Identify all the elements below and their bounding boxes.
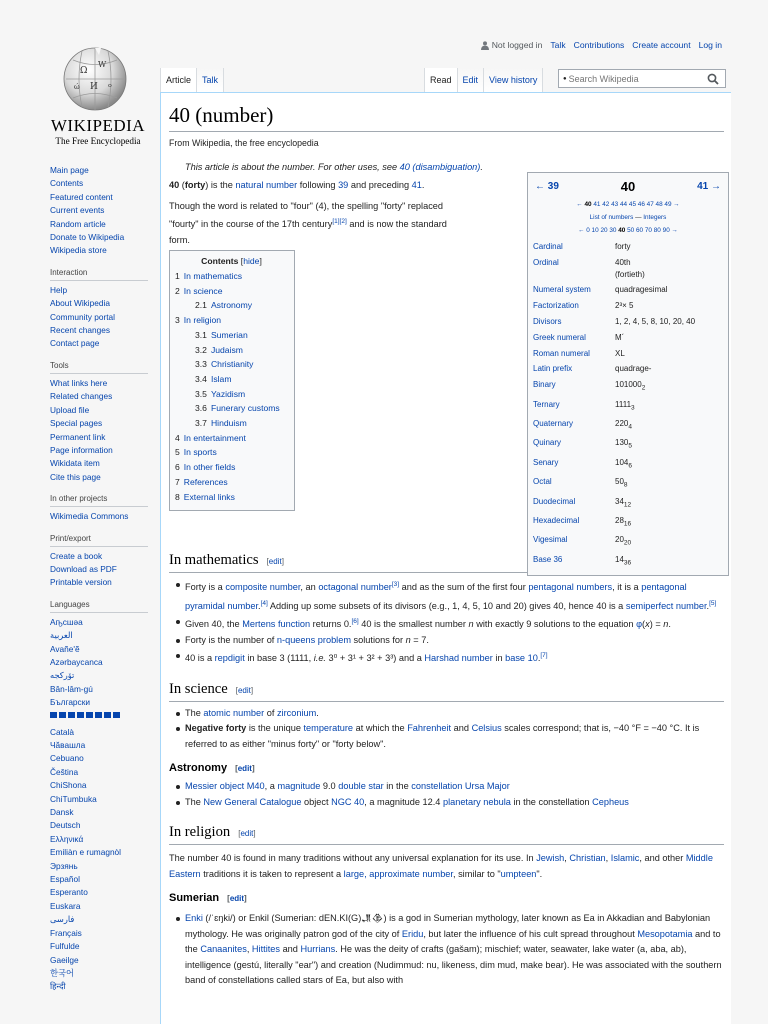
toc-item[interactable] (175, 298, 288, 313)
current-number: 40 (620, 179, 636, 194)
infobox-label-link[interactable]: Divisors (533, 316, 562, 326)
sidebar-item-cite-this-page[interactable]: Cite this page (50, 471, 101, 482)
svg-text:И: И (90, 82, 98, 92)
number-sequence-1: ← 40 41 42 43 44 45 46 47 48 49 → (576, 201, 680, 208)
sidebar-item-gaeilge[interactable]: Gaeilge (50, 954, 79, 965)
toc-item[interactable] (175, 284, 288, 299)
site-subtitle: From Wikipedia, the free encyclopedia (169, 138, 319, 148)
sidebar-item-fran-ais[interactable]: Français (50, 927, 82, 938)
sidebar-item-wikipedia-store[interactable]: Wikipedia store (50, 245, 107, 256)
toc-item[interactable] (175, 357, 288, 372)
infobox-label-link[interactable]: Factorization (533, 301, 579, 311)
wikipedia-logo[interactable] (46, 38, 150, 148)
link-natural-number[interactable]: natural number (235, 180, 298, 190)
toc-title: Contents [hide] (201, 256, 262, 266)
sidebar-item-languages_a-4[interactable]: تۆرکجه (50, 670, 75, 681)
list-item: The New General Catalogue object NGC 40, a magnitude 12.4 planetary nebula in the constellation Cepheus (169, 795, 724, 811)
list-item: Messier object M40, a magnitude 9.0 double star in the constellation Ursa Major (169, 779, 724, 795)
infobox-row (533, 314, 723, 330)
table-of-contents (169, 250, 295, 511)
list-item: Forty is a composite number, an octagonal number[3] and as the sum of the first four pentagonal numbers, it is a pentagonal pyramidal number.[4] Adding up some subsets of its divisors (e.g., 1, 4, 5, 10 and 20) gives 40, hence 40 is a semiperfect number.[5] (169, 577, 724, 614)
sidebar-item-featured-content[interactable]: Featured content (50, 191, 113, 202)
namespace-tabs (160, 68, 224, 92)
toc-number: 3.7 (195, 418, 207, 429)
sidebar-item-languages_b-1[interactable]: Чӑвашла (50, 740, 86, 750)
toc-link[interactable]: Hinduism (210, 418, 247, 429)
infobox-value: (fortieth) (615, 269, 645, 279)
toc-link[interactable]: In other fields (183, 462, 236, 473)
sidebar-item-wikimedia-commons[interactable]: Wikimedia Commons (50, 511, 129, 522)
sidebar-item-about-wikipedia[interactable]: About Wikipedia (50, 298, 110, 309)
edit-section-link[interactable]: edit (237, 764, 252, 774)
sidebar-item-cebuano[interactable]: Cebuano (50, 753, 84, 764)
link-41[interactable]: 41 (411, 180, 422, 190)
infobox-value: forty (615, 242, 631, 251)
personal-talk-link[interactable]: Talk (550, 40, 566, 50)
prev-number-link[interactable]: ← 39 (535, 181, 559, 192)
sidebar-item-languages_b-18[interactable]: 한국어 (50, 967, 75, 978)
tab-edit[interactable]: Edit (458, 68, 485, 92)
infobox-value: 104 (615, 457, 629, 467)
list-item: The atomic number of zirconium. (169, 706, 724, 722)
number-sequence-2: ← 0 10 20 30 40 50 60 70 80 90 → (578, 227, 678, 234)
sidebar-item-donate-to-wikipedia[interactable]: Donate to Wikipedia (50, 232, 125, 243)
sidebar-item-languages_a-1[interactable]: العربية (50, 630, 73, 641)
infobox-row (533, 298, 723, 314)
lead-paragraph: 40 (forty) is the natural number following 39 and preceding 41. (169, 180, 425, 190)
infobox-row (533, 494, 723, 513)
infobox-value: 1111 (615, 399, 632, 409)
toc-item[interactable] (175, 431, 288, 446)
toc-number: 3 (175, 315, 180, 326)
sidebar-item-dansk[interactable]: Dansk (50, 807, 74, 818)
toc-number: 2.1 (195, 300, 207, 311)
toc-number: 1 (175, 271, 180, 281)
sidebar-item-languages_b-8[interactable]: Ελληνικά (50, 833, 84, 844)
sidebar-item-main-page[interactable]: Main page (50, 165, 89, 175)
sidebar-item-languages_b-10[interactable]: Эрзянь (50, 860, 78, 871)
infobox-label-link[interactable]: Roman numeral (533, 348, 590, 358)
infobox-label-link[interactable]: Numeral system (533, 285, 591, 295)
toc-item[interactable] (175, 445, 288, 460)
list-item: Enki (/ˈɛŋki/) or Enkil (Sumerian: dEN.KI(G)𒂗𒆠) is a god in Sumerian mythology, later known as Ea in Akkadian and Babylonian mythology. He was originally patron god of the city of Eridu, but later the influence of his cult spread throughout Mesopotamia and to the Canaanites, Hittites and Hurrians. He was the deity of crafts (gašam); mischief; water, seawater, lake water (a, aba, ab), intelligence (gestú, literally "ear") and creation (Nudimmud: nu, likeness, dim mud, make bear). He was associated with the southern band of constellations called stars of Ea, but also with (169, 911, 724, 989)
toc-link[interactable]: Funerary customs (210, 403, 280, 414)
base-subscript: 6 (628, 462, 632, 470)
sidebar-item-ava-e[interactable]: Avañe'ẽ (50, 643, 80, 654)
toc-number: 3.2 (195, 344, 207, 355)
unrendered-language-glyphs[interactable] (50, 712, 150, 720)
globe-icon (62, 43, 128, 115)
toc-hide-toggle[interactable]: hide (243, 256, 260, 266)
sidebar-item-languages_b-14[interactable]: فارسی (50, 914, 75, 925)
toc-link[interactable]: Islam (210, 373, 232, 384)
infobox-label-link[interactable]: Ternary (533, 399, 560, 409)
edit-section-link[interactable]: edit (268, 557, 282, 566)
infobox-row (533, 455, 723, 474)
disambiguation-link[interactable]: 40 (disambiguation) (399, 162, 481, 172)
toc-number: 3.4 (195, 373, 207, 384)
infobox-row (533, 282, 723, 298)
page-title: 40 (number) (169, 101, 724, 132)
svg-text:ώ: ώ (74, 83, 80, 91)
toc-link[interactable]: In religion (183, 315, 222, 326)
sidebar-section-languages (50, 599, 150, 994)
base-subscript: 3 (631, 404, 635, 412)
sidebar-item-random-article[interactable]: Random article (50, 218, 106, 229)
base-subscript: 36 (623, 559, 632, 567)
svg-text:W: W (98, 60, 107, 69)
sidebar-section-interaction (50, 267, 150, 351)
toc-item[interactable] (175, 313, 288, 328)
search-box (558, 69, 726, 88)
infobox-row (533, 377, 723, 396)
base-subscript: 20 (623, 539, 632, 547)
integers-link[interactable]: Integers (643, 214, 667, 221)
hatnote: This article is about the number. For other uses, see 40 (disambiguation). (185, 162, 483, 172)
infobox (527, 172, 729, 576)
infobox-label-link[interactable]: Duodecimal (533, 496, 576, 506)
svg-text:Ω: Ω (80, 66, 88, 76)
toc-item[interactable] (175, 343, 288, 358)
toc-item[interactable] (175, 328, 288, 343)
sidebar-item-az-rbaycanca[interactable]: Azərbaycanca (50, 656, 103, 667)
toc-item[interactable] (175, 460, 288, 475)
list-item: Forty is the number of n-queens problem solutions for n = 7. (169, 633, 724, 649)
infobox-row (533, 346, 723, 362)
sidebar-item-special-pages[interactable]: Special pages (50, 418, 103, 429)
infobox-label-link[interactable]: Vigesimal (533, 535, 568, 545)
view-tabs (424, 68, 543, 92)
toc-number: 3.3 (195, 359, 207, 370)
religion-paragraph: The number 40 is found in many traditions without any universal explanation for its use. In Jewish, Christian, Islamic, and other Middle Eastern traditions it is taken to represent a large, approximate number, similar to "umpteen". (169, 853, 713, 879)
toc-item[interactable] (175, 416, 288, 431)
create-account-link[interactable]: Create account (632, 40, 691, 50)
search-input[interactable] (569, 74, 709, 84)
infobox-value: 14 (615, 554, 624, 564)
ref-link[interactable]: [1] (332, 218, 340, 225)
sidebar-item-catal[interactable]: Català (50, 726, 74, 737)
sidebar-heading: Languages (50, 599, 148, 613)
ref-link[interactable]: [2] (339, 218, 347, 225)
infobox-label-link[interactable]: Quinary (533, 438, 562, 448)
sidebar-heading: Interaction (50, 267, 148, 281)
tab-view-history[interactable]: View history (484, 68, 543, 92)
sidebar-heading: Tools (50, 360, 148, 374)
sidebar-item-what-links-here[interactable]: What links here (50, 377, 108, 388)
infobox-value: 1, 2, 4, 5, 8, 10, 20, 40 (615, 316, 696, 326)
infobox-value: XL (615, 348, 625, 358)
infobox-row (533, 416, 723, 435)
infobox-row (533, 397, 723, 416)
sidebar-navigation (50, 164, 150, 258)
sidebar (50, 164, 150, 994)
infobox-label-link[interactable]: Base 36 (533, 554, 563, 564)
toc-number: 7 (175, 476, 180, 487)
sidebar-item-chitumbuka[interactable]: ChiTumbuka (50, 793, 97, 804)
toc-link[interactable]: In entertainment (183, 432, 246, 443)
sidebar-item-fulfulde[interactable]: Fulfulde (50, 941, 80, 952)
infobox-table (533, 239, 723, 571)
sidebar-item-community-portal[interactable]: Community portal (50, 311, 116, 322)
infobox-value: quadragesimal (615, 285, 668, 295)
base-subscript: 8 (623, 481, 628, 489)
edit-section-link[interactable]: edit (229, 894, 245, 904)
infobox-value: 2³× 5 (615, 301, 634, 311)
infobox-row (533, 474, 723, 493)
infobox-value: quadrage- (615, 364, 652, 374)
infobox-label-link[interactable]: Hexadecimal (533, 515, 580, 525)
personal-tools (481, 40, 722, 50)
toc-link[interactable]: Christianity (210, 359, 254, 370)
logo-tagline: The Free Encyclopedia (55, 136, 141, 146)
list-item: 40 is a repdigit in base 3 (1111, i.e. 3⁰ + 3¹ + 3² + 3³) and a Harshad number in base 10.[7] (169, 648, 724, 667)
sidebar-heading: Print/export (50, 533, 148, 547)
list-item: Given 40, the Mertens function returns 0.[6] 40 is the smallest number n with exactly 9 solutions to the equation φ(x) = n. (169, 614, 724, 633)
infobox-row (533, 532, 723, 551)
section-heading-sumerian: Sumerian [edit] (169, 892, 247, 905)
sidebar-item-languages_b-19[interactable]: हिन्दी (50, 981, 66, 992)
section-heading-religion: In religion [edit] (169, 822, 724, 845)
toc-item[interactable] (175, 490, 288, 505)
infobox-label-link[interactable]: Senary (533, 457, 559, 467)
infobox-label-link[interactable]: Cardinal (533, 242, 563, 251)
infobox-label-link[interactable]: Ordinal (533, 257, 559, 267)
infobox-value: 34 (615, 496, 624, 506)
not-logged-in: Not logged in (481, 40, 543, 50)
sidebar-item-emili-n-e-rumagn-l[interactable]: Emiliàn e rumagnòl (50, 847, 122, 858)
toc-link[interactable]: In science (183, 285, 223, 296)
sidebar-item-e-tina[interactable]: Čeština (50, 766, 79, 777)
section-heading-science: In science [edit] (169, 679, 724, 702)
sidebar-item-contact-page[interactable]: Contact page (50, 338, 100, 349)
contributions-link[interactable]: Contributions (573, 40, 625, 50)
infobox-value: 20 (615, 535, 624, 545)
toc-number: 8 (175, 491, 180, 502)
sumerian-list (169, 911, 724, 989)
infobox-row (533, 255, 723, 283)
sidebar-item-deutsch[interactable]: Deutsch (50, 820, 81, 831)
toc-link[interactable]: Astronomy (210, 300, 253, 311)
content-area (160, 92, 731, 1024)
infobox-value: 50 (615, 477, 624, 487)
toc-item[interactable] (175, 372, 288, 387)
svg-text:ᄋ: ᄋ (106, 84, 114, 93)
list-of-numbers-link[interactable]: List of numbers (589, 214, 634, 221)
toc-link[interactable]: Sumerian (210, 329, 248, 340)
infobox-value: 101000 (615, 380, 642, 390)
base-subscript: 2 (641, 384, 646, 392)
sidebar-item-recent-changes[interactable]: Recent changes (50, 325, 110, 336)
toc-number: 6 (175, 462, 180, 473)
sidebar-item-euskara[interactable]: Euskara (50, 900, 81, 911)
infobox-value: Μ´ (615, 332, 625, 342)
infobox-value: 40th (615, 257, 631, 267)
sidebar-item-current-events[interactable]: Current events (50, 205, 105, 216)
toc-number: 2 (175, 285, 180, 296)
infobox-label-link[interactable]: Latin prefix (533, 364, 573, 374)
tab-article[interactable]: Article (160, 68, 197, 92)
section-heading-mathematics: In mathematics [edit] (169, 550, 724, 573)
edit-section-link[interactable]: edit (240, 829, 254, 839)
edit-section-link[interactable]: edit (237, 685, 251, 695)
toc-link[interactable]: External links (183, 491, 235, 502)
link-39[interactable]: 39 (338, 180, 349, 190)
sidebar-section-print (50, 533, 150, 590)
toc-number: 3.5 (195, 388, 207, 399)
infobox-label-link[interactable]: Quaternary (533, 418, 574, 428)
toc-number: 4 (175, 432, 180, 443)
toc-item[interactable] (175, 401, 288, 416)
sidebar-section-projects (50, 493, 150, 523)
tab-read[interactable]: Read (424, 68, 458, 92)
base-subscript: 5 (628, 442, 632, 450)
list-item: Negative forty is the unique temperature at which the Fahrenheit and Celsius scales correspond; that is, −40 °F = −40 °C. It is referred to as either "minus forty" or "forty below". (169, 721, 724, 752)
sidebar-item-upload-file[interactable]: Upload file (50, 404, 90, 415)
infobox-row (533, 552, 723, 571)
sidebar-item-languages_a-0[interactable]: Аҧсшәа (50, 616, 83, 627)
infobox-label-link[interactable]: Greek numeral (533, 332, 586, 342)
sidebar-item-esperanto[interactable]: Esperanto (50, 887, 88, 898)
search-icon[interactable] (707, 73, 719, 85)
sidebar-item-languages_a-6[interactable]: Български (50, 697, 90, 708)
infobox-row (533, 435, 723, 454)
sidebar-item-contents[interactable]: Contents (50, 178, 84, 189)
section-heading-astronomy: Astronomy [edit] (169, 762, 255, 775)
sidebar-heading: In other projects (50, 493, 148, 507)
dot-icon: ● (563, 75, 567, 82)
infobox-label-link[interactable]: Octal (533, 477, 552, 487)
sidebar-item-permanent-link[interactable]: Permanent link (50, 431, 106, 442)
sidebar-item-b-n-l-m-g[interactable]: Bân-lâm-gú (50, 683, 93, 694)
toc-number: 3.6 (195, 403, 207, 414)
toc-link[interactable]: In mathematics (183, 271, 243, 281)
infobox-value: 220 (615, 418, 629, 428)
wordmark: WIKIPEDIA (50, 116, 146, 135)
sidebar-item-page-information[interactable]: Page information (50, 444, 113, 455)
base-subscript: 4 (628, 423, 632, 431)
sidebar-item-espa-ol[interactable]: Español (50, 874, 80, 885)
infobox-value: 130 (615, 438, 629, 448)
tab-talk[interactable]: Talk (197, 68, 224, 92)
infobox-row (533, 361, 723, 377)
infobox-nav (533, 177, 723, 198)
toc-item[interactable] (175, 475, 288, 490)
etymology-paragraph: Though the word is related to "four" (4), the spelling "forty" replaced "fourty" in the course of the 17th century[1][2] and is now the standard form. (169, 200, 447, 245)
number-lists: List of numbers — Integers (589, 214, 667, 221)
toc-item[interactable] (175, 387, 288, 402)
mathematics-list (169, 577, 724, 667)
science-list (169, 706, 724, 753)
next-number-link[interactable]: 41 → (697, 181, 721, 192)
infobox-value: 28 (615, 515, 624, 525)
sidebar-item-printable-version[interactable]: Printable version (50, 577, 112, 588)
toc-number: 3.1 (195, 329, 207, 340)
infobox-row (533, 330, 723, 346)
toc-number: 5 (175, 447, 180, 458)
toc-link[interactable]: Yazidism (210, 388, 246, 399)
user-icon (481, 41, 489, 50)
infobox-label-link[interactable]: Binary (533, 380, 556, 390)
sidebar-item-related-changes[interactable]: Related changes (50, 391, 113, 402)
infobox-row (533, 239, 723, 255)
toc-item[interactable] (175, 269, 288, 284)
astronomy-list (169, 779, 724, 810)
infobox-row (533, 513, 723, 532)
toc-link[interactable]: Judaism (210, 344, 243, 355)
sidebar-item-create-a-book[interactable]: Create a book (50, 550, 103, 561)
base-subscript: 12 (623, 501, 632, 509)
sidebar-item-download-as-pdf[interactable]: Download as PDF (50, 563, 117, 574)
base-subscript: 16 (623, 520, 632, 528)
sidebar-item-wikidata-item[interactable]: Wikidata item (50, 458, 100, 469)
toc-link[interactable]: In sports (183, 447, 217, 458)
toc-link[interactable]: References (183, 476, 228, 487)
sidebar-item-chishona[interactable]: ChiShona (50, 780, 87, 791)
sidebar-section-tools (50, 360, 150, 484)
sidebar-item-help[interactable]: Help (50, 284, 68, 295)
login-link[interactable]: Log in (698, 40, 722, 50)
